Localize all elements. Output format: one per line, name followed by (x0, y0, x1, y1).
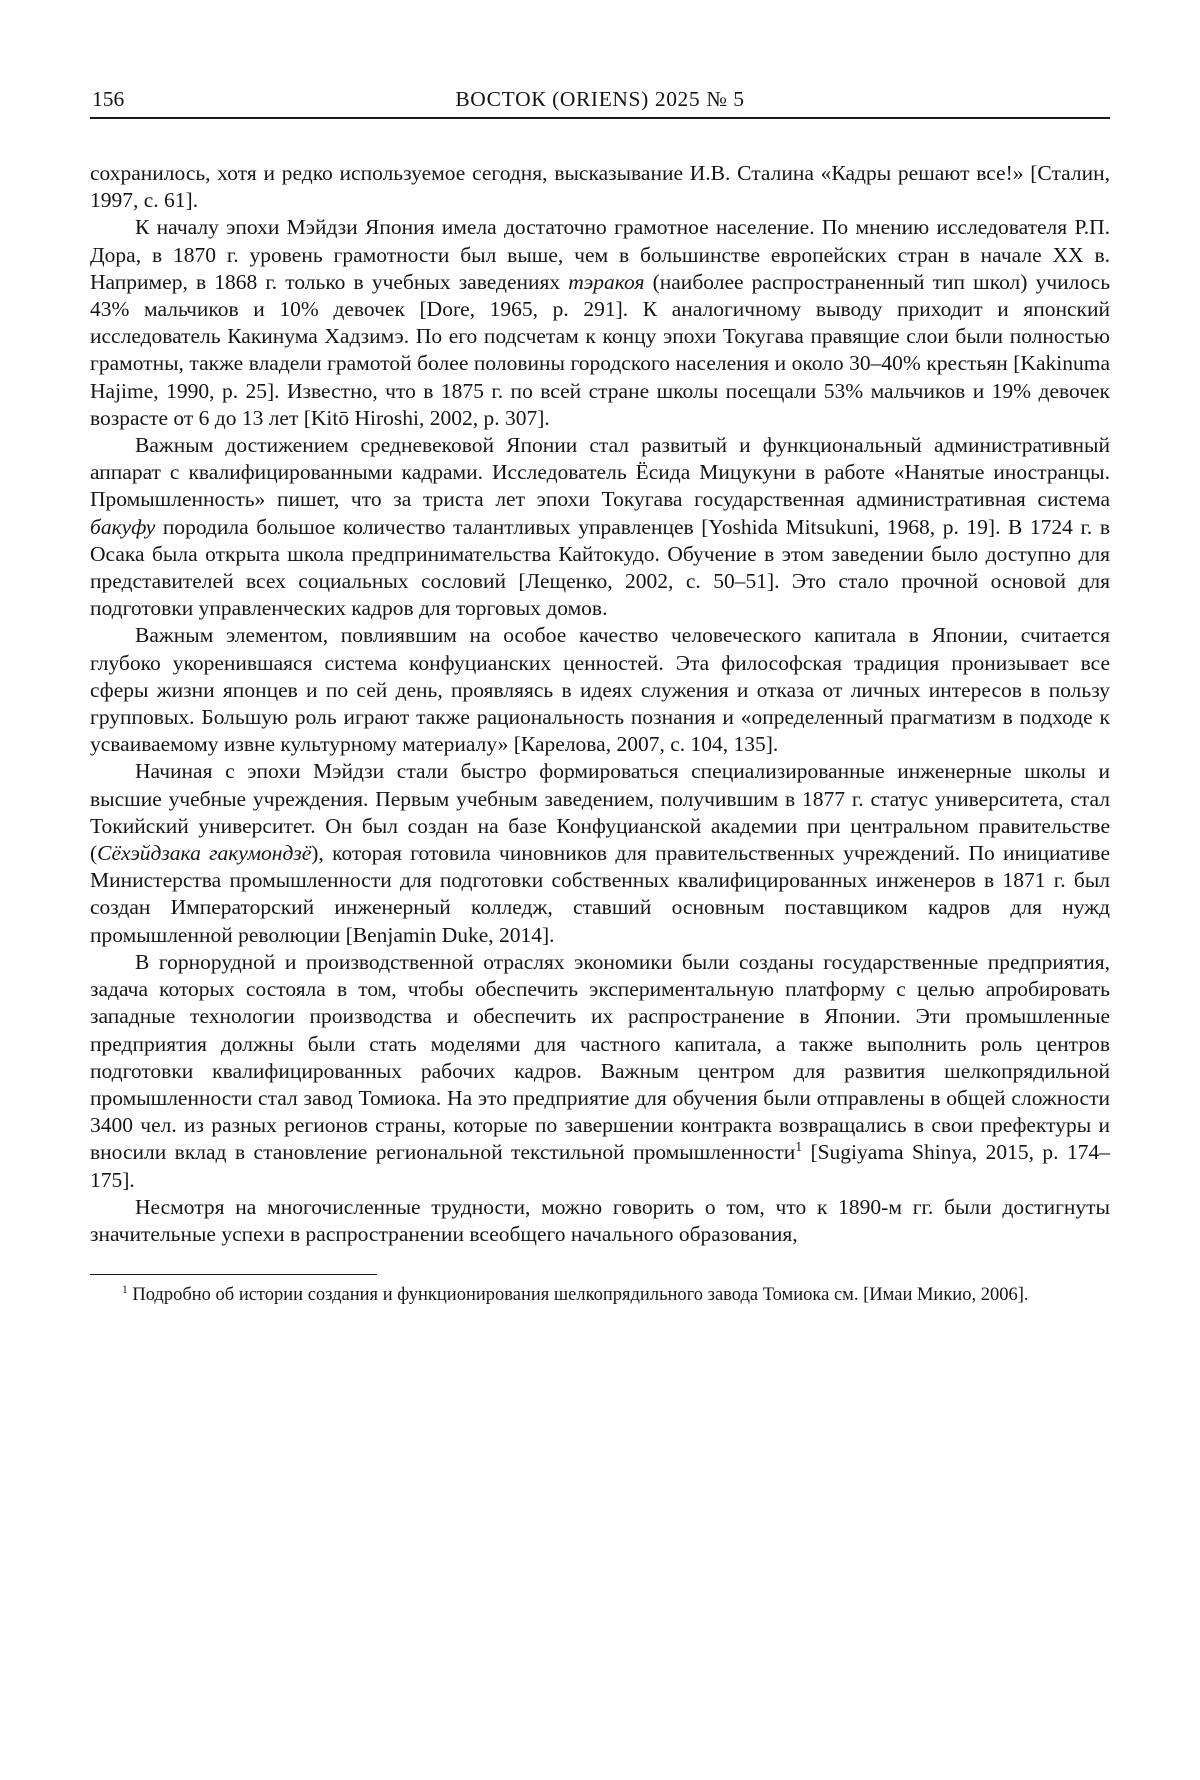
text-run: Начиная с эпохи Мэйдзи стали быстро формироваться специализированные инженерные школы и высшие учебные учреждения. Первым учебным заведением, получившим в 1877 г. статус университета, стал Токийский университет. Он был создан на базе Конфуцианской академии при центральном правительстве ( (90, 759, 1110, 866)
paragraph (90, 160, 1110, 214)
text-run: (наиболее распространенный тип школ) училось 43% мальчиков и 10% девочек [Dore, 1965, p. 291]. К аналогичному выводу приходит и японский исследователь Какинума Хадзимэ. По его подсчетам к концу эпохи Токугава правящие слои были полностью грамотны, также владели грамотой более половины городского населения и около 30–40% крестьян [Kakinuma Hajime, 1990, p. 25]. Известно, что в 1875 г. по всей стране школы посещали 53% мальчиков и 19% девочек возрасте от 6 до 13 лет [Kitō Hiroshi, 2002, p. 307]. (90, 269, 1110, 430)
text-run: Важным достижением средневековой Японии стал развитый и функциональный административный аппарат с квалифицированными кадрами. Исследователь Ёсида Мицукуни в работе «Нанятые иностранцы. Промышленность» пишет, что за триста лет эпохи Токугава государственная административная система (90, 433, 1110, 512)
text-run: Несмотря на многочисленные трудности, можно говорить о том, что к 1890-м гг. были достигнуты значительные успехи в распространении всеобщего начального образования, (90, 1194, 1110, 1246)
footnote-marker: 1 (122, 1283, 128, 1296)
paragraph (90, 622, 1110, 758)
paragraph (90, 758, 1110, 948)
footnote-rule (90, 1274, 377, 1275)
text-run: породила большое количество талантливых управленцев [Yoshida Mitsukuni, 1968, p. 19]. В 1724 г. в Осака была открыта школа предпринимательства Кайтокудо. Обучение в этом заведении было доступно для представителей всех социальных сословий [Лещенко, 2002, с. 50–51]. Это стало прочной основой для подготовки управленческих кадров для торговых домов. (90, 514, 1110, 621)
page-number: 156 (92, 87, 125, 111)
text-run: [Sugiyama Shinya, 2015, p. 174–175]. (90, 1140, 1110, 1192)
italic-term: Сёхэйдзака гакумондзё (97, 841, 312, 866)
footnote-marker: 1 (795, 1139, 802, 1155)
article-body (90, 160, 1110, 1248)
paragraph (90, 214, 1110, 432)
italic-term: бакуфу (90, 514, 156, 539)
header-rule (90, 117, 1110, 119)
running-head (90, 86, 1110, 114)
journal-title: ВОСТОК (ORIENS) 2025 № 5 (455, 87, 745, 111)
paragraph (90, 432, 1110, 622)
text-run: сохранилось, хотя и редко используемое сегодня, высказывание И.В. Сталина «Кадры решают все!» [Сталин, 1997, с. 61]. (90, 161, 1110, 213)
paragraph (90, 949, 1110, 1194)
text-run: В горнорудной и производственной отраслях экономики были созданы государственные предприятия, задача которых состояла в том, чтобы обеспечить экспериментальную платформу с целью апробировать западные технологии производства и обеспечить их распространение в Японии. Эти промышленные предприятия должны были стать моделями для частного капитала, а также выполнить роль центров подготовки квалифицированных рабочих кадров. Важным центром для развития шелкопрядильной промышленности стал завод Томиока. На это предприятие для обучения были отправлены в общей сложности 3400 чел. из разных регионов страны, которые по завершении контракта возвращались в свои префектуры и вносили вклад в становление региональной текстильной промышленности (90, 949, 1110, 1165)
footnote-area (90, 1274, 1110, 1308)
text-run: К началу эпохи Мэйдзи Япония имела достаточно грамотное население. По мнению исследователя Р.П. Дора, в 1870 г. уровень грамотности был выше, чем в большинстве европейских стран в начале XX в. Например, в 1868 г. только в учебных заведениях (90, 215, 1110, 294)
paragraph (90, 1194, 1110, 1248)
italic-term: тэракоя (568, 269, 645, 294)
text-run: Важным элементом, повлиявшим на особое качество человеческого капитала в Японии, считается глубоко укоренившаяся система конфуцианских ценностей. Эта философская традиция пронизывает все сферы жизни японцев и по сей день, проявляясь в идеях служения и отказа от личных интересов в пользу групповых. Большую роль играют также рациональность познания и «определенный прагматизм в подходе к усваиваемому извне культурному материалу» [Карелова, 2007, с. 104, 135]. (90, 623, 1110, 757)
text-run: ), которая готовила чиновников для правительственных учреждений. По инициативе Министерства промышленности для подготовки собственных квалифицированных инженеров в 1871 г. был создан Императорский инженерный колледж, ставший основным поставщиком кадров для нужд промышленной революции [Benjamin Duke, 2014]. (90, 841, 1110, 947)
text-run: Подробно об истории создания и функционирования шелкопрядильного завода Томиока см. [Имаи Микио, 2006]. (127, 1285, 1029, 1306)
footnote-text (90, 1284, 1110, 1308)
